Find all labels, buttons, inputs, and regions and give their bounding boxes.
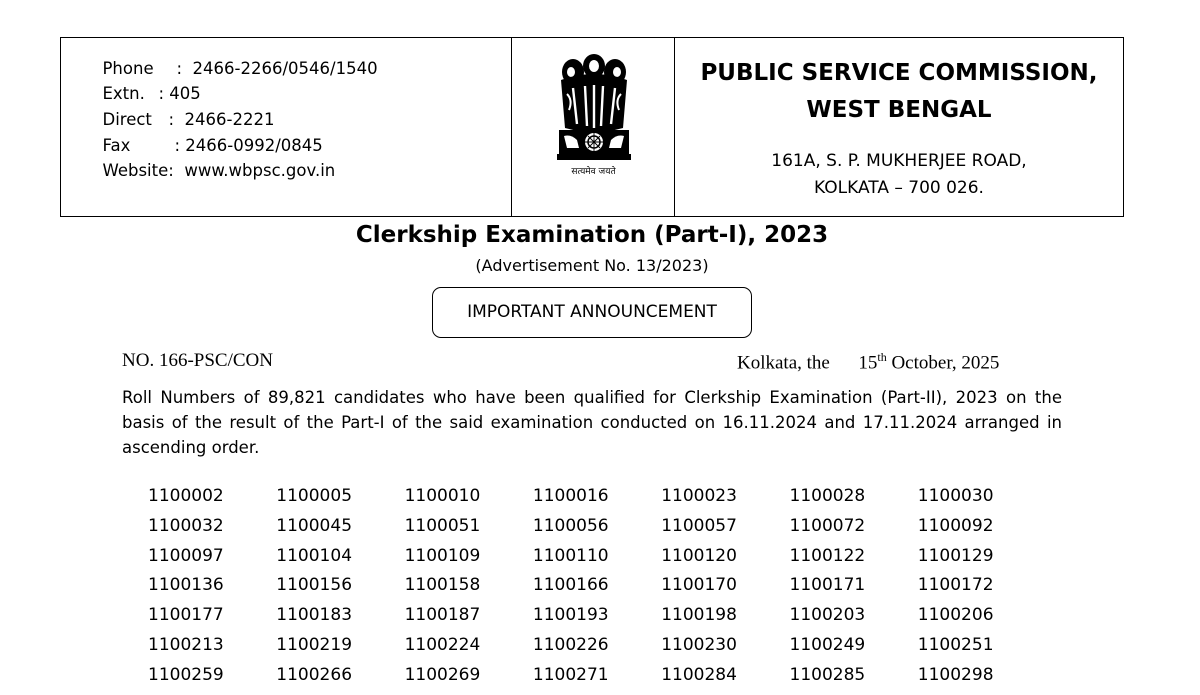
roll-number: 1100193 [532,605,609,626]
organization-info [675,38,1123,216]
advertisement-number: (Advertisement No. 13/2023) [475,256,709,275]
address-line1: 161A, S. P. MUKHERJEE ROAD, [771,151,1027,171]
roll-number: 1100057 [661,515,737,536]
roll-number: 1100251 [917,635,994,655]
contact-direct: Direct : 2466-2221 [102,110,275,129]
address-line2: KOLKATA – 700 026. [814,178,984,198]
roll-number: 1100226 [532,635,609,655]
website-link[interactable]: www.wbpsc.gov.in [184,161,336,180]
roll-number: 1100023 [661,486,737,506]
roll-number: 1100005 [276,486,353,506]
national-emblem-icon [549,50,639,178]
contact-fax: Fax : 2466-0992/0845 [102,136,323,155]
reference-date: Kolkata, the 15th October, 2025 [737,350,1000,374]
roll-number: 1100285 [789,664,866,685]
org-name-line2: WEST BENGAL [806,97,992,123]
roll-number: 1100284 [661,664,737,685]
letterhead [60,37,1124,217]
roll-number: 1100266 [276,664,353,685]
roll-number: 1100249 [789,635,866,655]
roll-number: 1100187 [404,605,481,626]
announcement-text: Roll Numbers of 89,821 candidates who have been qualified for Clerkship Examination (Part-II), 2023 on the basis of the result of the Part-I of the said examination conducted on 16.11.2024 and 17.11.2024 arranged in ascending order. [122,388,1062,457]
reference-number: NO. 166-PSC/CON [122,350,273,371]
roll-number: 1100122 [789,545,866,566]
announcement-badge: IMPORTANT ANNOUNCEMENT [432,287,752,338]
roll-number: 1100136 [148,575,224,596]
org-name-line1: PUBLIC SERVICE COMMISSION, [700,60,1098,86]
roll-number: 1100259 [148,664,224,685]
roll-number: 1100206 [917,605,994,626]
roll-number: 1100045 [276,515,353,536]
roll-number: 1100183 [276,605,353,626]
roll-number: 1100158 [404,575,481,596]
roll-number: 1100109 [404,545,481,566]
roll-number: 1100129 [917,545,994,566]
roll-number: 1100198 [661,605,737,626]
roll-number: 1100224 [404,635,481,655]
exam-title: Clerkship Examination (Part-I), 2023 [355,222,829,248]
roll-number: 1100072 [789,515,866,536]
roll-number: 1100110 [532,545,609,566]
roll-number: 1100203 [789,605,866,626]
roll-number: 1100051 [404,515,481,536]
roll-number: 1100056 [532,515,609,536]
roll-number: 1100092 [917,515,994,536]
roll-number: 1100166 [532,575,609,596]
roll-number: 1100298 [917,664,994,685]
roll-number: 1100010 [404,486,481,506]
contact-info [61,38,512,216]
roll-number: 1100269 [404,664,481,685]
emblem-cell [512,38,675,216]
roll-number: 1100156 [276,575,353,596]
roll-number: 1100213 [148,635,224,655]
roll-number: 1100271 [532,664,609,685]
roll-number: 1100028 [789,486,866,506]
roll-number: 1100120 [661,545,737,566]
roll-number: 1100219 [276,635,353,655]
roll-number: 1100016 [532,486,609,506]
roll-number: 1100172 [917,575,994,596]
roll-number: 1100170 [661,575,737,596]
contact-phone: Phone : 2466-2266/0546/1540 [102,59,378,78]
contact-website: Website: www.wbpsc.gov.in [102,161,336,180]
emblem-motto: सत्यमेव जयते [571,167,616,177]
roll-number: 1100230 [661,635,737,655]
roll-number: 1100171 [789,575,866,596]
roll-number: 1100177 [148,605,224,626]
roll-number: 1100097 [148,545,224,566]
roll-number: 1100104 [276,545,353,566]
roll-number: 1100030 [917,486,994,506]
contact-extn: Extn. : 405 [102,84,201,103]
roll-number: 1100002 [148,486,224,506]
roll-number: 1100032 [148,515,224,536]
